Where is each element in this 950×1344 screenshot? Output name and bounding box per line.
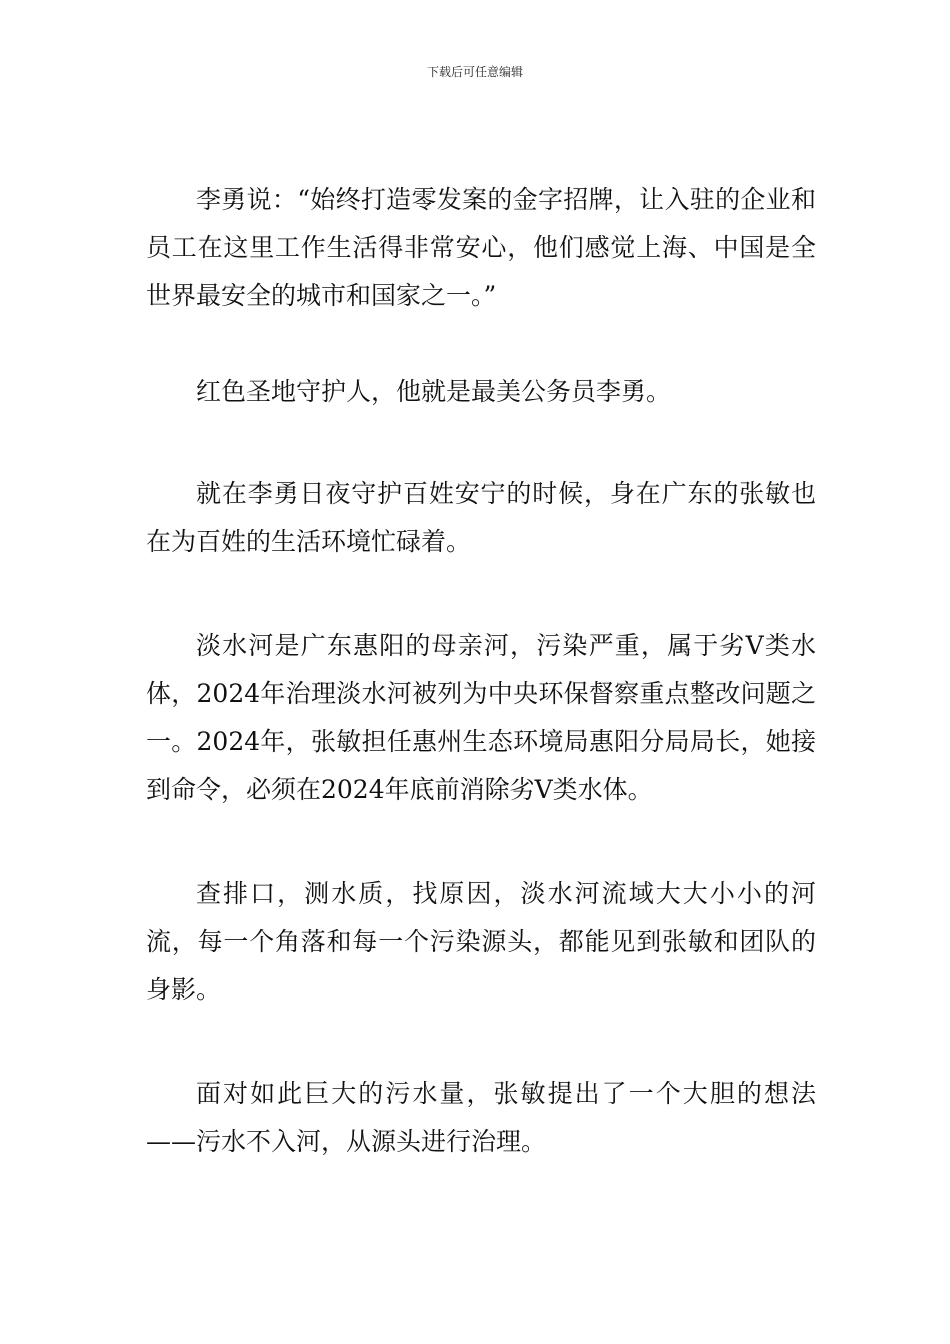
document-body (146, 176, 816, 1220)
paragraph-1: 李勇说：“始终打造零发案的金字招牌，让入驻的企业和员工在这里工作生活得非常安心，他们感觉上海、中国是全世界最安全的城市和国家之一。” (146, 185, 816, 310)
page-header: 下载后可任意编辑 (426, 65, 523, 79)
paragraph-4: 淡水河是广东惠阳的母亲河，污染严重，属于劣Ⅴ类水体，2024年治理淡水河被列为中央环保督察重点整改问题之一。2024年，张敏担任惠州生态环境局惠阳分局局长，她接到命令，必须在2024年底前消除劣Ⅴ类水体。 (146, 631, 816, 804)
paragraph-5: 查排口，测水质，找原因，淡水河流域大大小小的河流，每一个角落和每一个污染源头，都能见到张敏和团队的身影。 (146, 879, 816, 1004)
paragraph-2: 红色圣地守护人，他就是最美公务员李勇。 (196, 377, 672, 406)
paragraph-6: 面对如此巨大的污水量，张敏提出了一个大胆的想法——污水不入河，从源头进行治理。 (146, 1079, 816, 1156)
paragraph-3: 就在李勇日夜守护百姓安宁的时候，身在广东的张敏也在为百姓的生活环境忙碌着。 (146, 479, 816, 556)
